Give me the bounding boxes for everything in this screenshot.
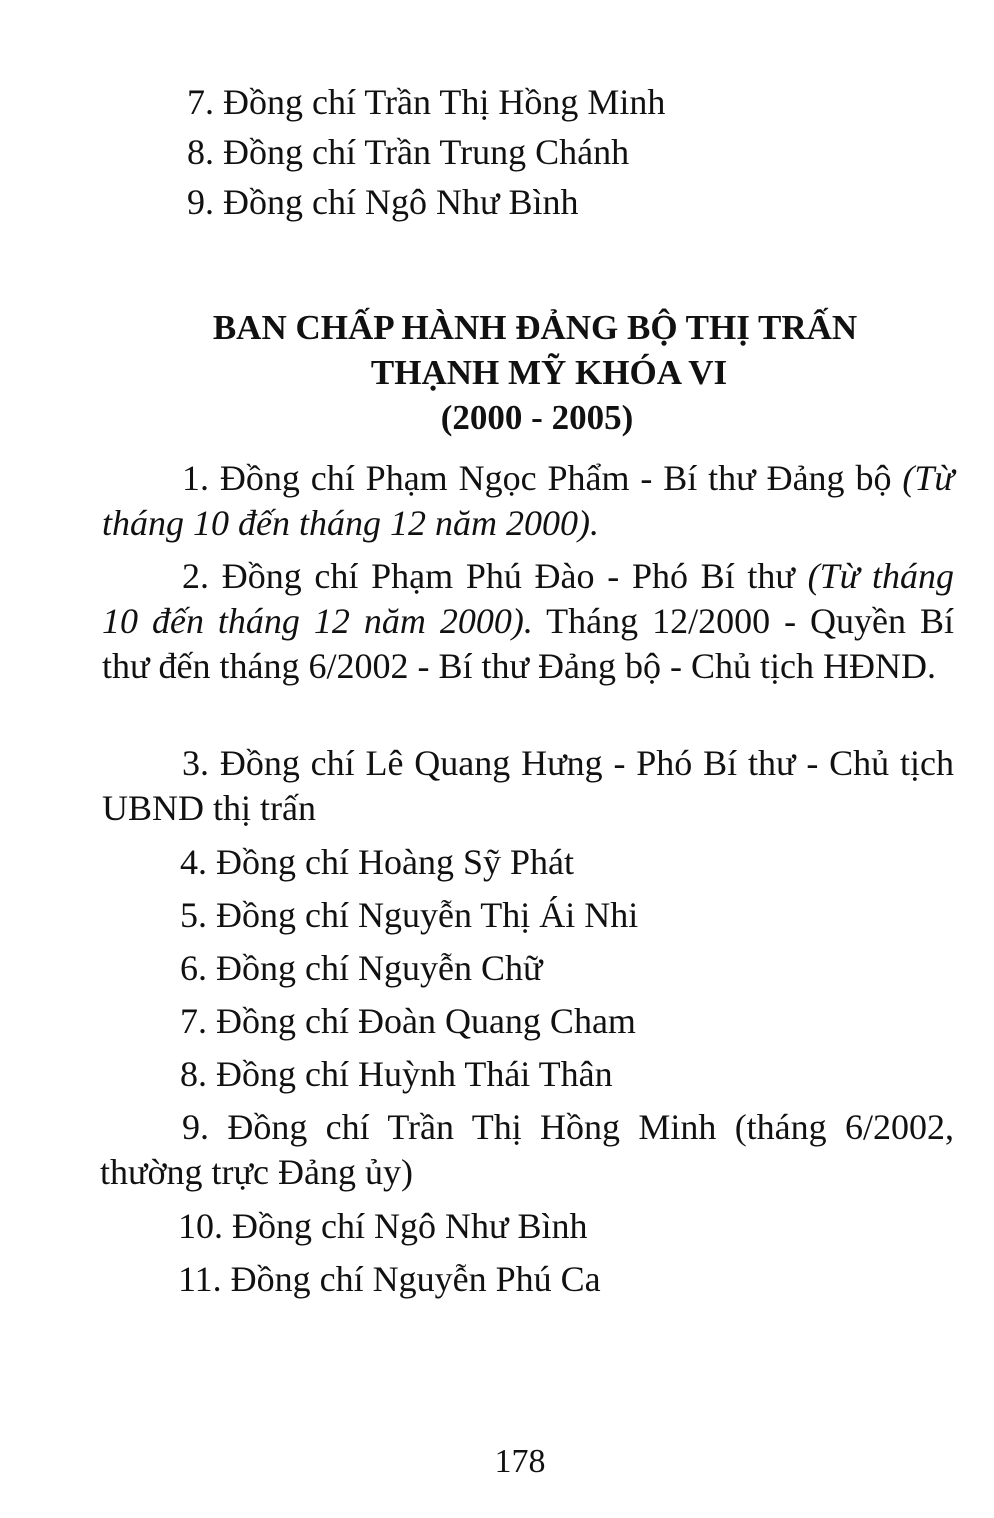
entry-6: 6. Đồng chí Nguyễn Chữ bbox=[180, 948, 543, 988]
entry-7: 7. Đồng chí Đoàn Quang Cham bbox=[180, 1001, 636, 1041]
entry-2-italic-note: (Từ tháng 10 đến tháng 12 năm 2000). bbox=[102, 556, 954, 641]
entry-2 bbox=[102, 554, 954, 689]
entry-5: 5. Đồng chí Nguyễn Thị Ái Nhi bbox=[180, 895, 639, 935]
entry-1-text: 1. Đồng chí Phạm Ngọc Phẩm - Bí thư Đảng bộ bbox=[182, 458, 903, 498]
section-heading-line-2: THẠNH MỸ KHÓA VI bbox=[370, 353, 728, 392]
prev-list-item-8: 8. Đồng chí Trần Trung Chánh bbox=[187, 132, 630, 172]
prev-list-item-9: 9. Đồng chí Ngô Như Bình bbox=[187, 182, 579, 222]
section-heading-line-1: BAN CHẤP HÀNH ĐẢNG BỘ THỊ TRẤN bbox=[212, 308, 858, 347]
entry-10: 10. Đồng chí Ngô Như Bình bbox=[178, 1206, 588, 1246]
entry-1-italic-note: (Từ tháng 10 đến tháng 12 năm 2000). bbox=[102, 458, 954, 543]
page-number: 178 bbox=[494, 1443, 546, 1480]
prev-list-item-7: 7. Đồng chí Trần Thị Hồng Minh bbox=[187, 82, 666, 122]
entry-8: 8. Đồng chí Huỳnh Thái Thân bbox=[180, 1054, 613, 1094]
entry-4: 4. Đồng chí Hoàng Sỹ Phát bbox=[180, 842, 574, 882]
entry-1 bbox=[102, 456, 954, 546]
entry-11: 11. Đồng chí Nguyễn Phú Ca bbox=[178, 1259, 601, 1299]
entry-2-text: 2. Đồng chí Phạm Phú Đào - Phó Bí thư bbox=[182, 556, 808, 596]
entry-3: 3. Đồng chí Lê Quang Hưng - Phó Bí thư - Chủ tịch UBND thị trấn bbox=[102, 743, 954, 828]
section-heading-years: (2000 - 2005) bbox=[440, 398, 634, 437]
entry-2-tail: Tháng 12/2000 - Quyền Bí thư đến tháng 6/2002 - Bí thư Đảng bộ - Chủ tịch HĐND. bbox=[102, 601, 954, 686]
entry-9: 9. Đồng chí Trần Thị Hồng Minh (tháng 6/2002, thường trực Đảng ủy) bbox=[100, 1107, 954, 1192]
